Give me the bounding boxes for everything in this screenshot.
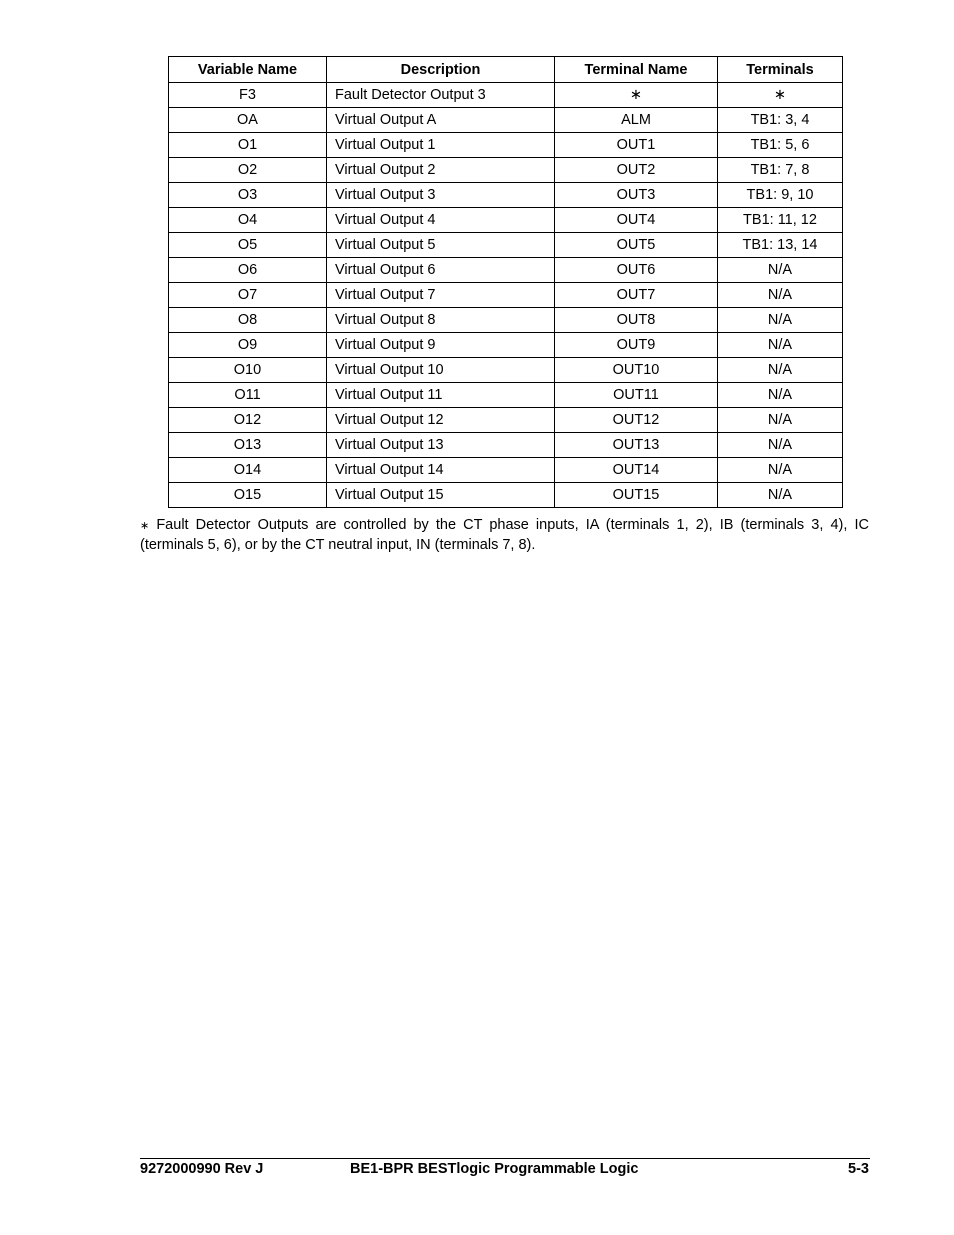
terminal-name-cell: OUT13: [555, 433, 718, 458]
description-cell: Virtual Output 5: [327, 233, 555, 258]
table-row: [169, 183, 843, 208]
terminal-name-cell: OUT7: [555, 283, 718, 308]
footnote: [140, 516, 869, 555]
description-cell: Virtual Output 13: [327, 433, 555, 458]
terminals-cell: N/A: [718, 283, 843, 308]
table-row: [169, 358, 843, 383]
description-cell: Virtual Output A: [327, 108, 555, 133]
variable-name-cell: O15: [169, 483, 327, 508]
variable-name-cell: OA: [169, 108, 327, 133]
table-row: [169, 383, 843, 408]
terminals-cell: N/A: [718, 258, 843, 283]
header-terminals: Terminals: [718, 57, 843, 83]
description-cell: Virtual Output 2: [327, 158, 555, 183]
terminals-cell: TB1: 3, 4: [718, 108, 843, 133]
table-row: [169, 458, 843, 483]
table-row: [169, 233, 843, 258]
footnote-symbol: ∗: [140, 520, 150, 532]
description-cell: Virtual Output 1: [327, 133, 555, 158]
description-cell: Fault Detector Output 3: [327, 83, 555, 108]
terminals-cell: N/A: [718, 433, 843, 458]
terminals-cell: TB1: 13, 14: [718, 233, 843, 258]
terminal-name-cell: OUT6: [555, 258, 718, 283]
footer-page-number: 5-3: [848, 1161, 869, 1177]
table-row: [169, 483, 843, 508]
terminals-cell: N/A: [718, 358, 843, 383]
terminal-name-cell: ALM: [555, 108, 718, 133]
terminal-name-cell: OUT14: [555, 458, 718, 483]
terminals-cell: N/A: [718, 408, 843, 433]
description-cell: Virtual Output 11: [327, 383, 555, 408]
table-row: [169, 433, 843, 458]
table-row: [169, 283, 843, 308]
terminals-cell: N/A: [718, 458, 843, 483]
terminal-name-cell: OUT3: [555, 183, 718, 208]
terminal-name-cell: OUT9: [555, 333, 718, 358]
description-cell: Virtual Output 10: [327, 358, 555, 383]
header-terminal-name: Terminal Name: [555, 57, 718, 83]
description-cell: Virtual Output 7: [327, 283, 555, 308]
table-row: [169, 83, 843, 108]
header-description: Description: [327, 57, 555, 83]
footnote-text: Fault Detector Outputs are controlled by the CT phase inputs, IA (terminals 1, 2), IB (terminals 3, 4), IC (terminals 5, 6), or by the CT neutral input, IN (terminals 7, 8).: [140, 517, 869, 553]
terminal-name-cell: OUT8: [555, 308, 718, 333]
table-row: [169, 258, 843, 283]
variable-name-cell: O8: [169, 308, 327, 333]
terminals-cell: N/A: [718, 483, 843, 508]
terminals-cell: N/A: [718, 333, 843, 358]
footer-title: BE1-BPR BESTlogic Programmable Logic: [350, 1161, 639, 1177]
terminals-cell: TB1: 11, 12: [718, 208, 843, 233]
variable-name-cell: O3: [169, 183, 327, 208]
page-footer: [140, 1158, 870, 1181]
description-cell: Virtual Output 3: [327, 183, 555, 208]
terminal-name-cell: ∗: [555, 83, 718, 108]
terminals-cell: TB1: 5, 6: [718, 133, 843, 158]
variable-name-cell: O12: [169, 408, 327, 433]
variable-name-cell: F3: [169, 83, 327, 108]
terminal-name-cell: OUT15: [555, 483, 718, 508]
variable-name-cell: O9: [169, 333, 327, 358]
table-row: [169, 133, 843, 158]
description-cell: Virtual Output 14: [327, 458, 555, 483]
terminal-name-cell: OUT11: [555, 383, 718, 408]
variable-name-cell: O5: [169, 233, 327, 258]
variable-name-cell: O14: [169, 458, 327, 483]
table-row: [169, 158, 843, 183]
terminal-name-cell: OUT5: [555, 233, 718, 258]
description-cell: Virtual Output 4: [327, 208, 555, 233]
description-cell: Virtual Output 15: [327, 483, 555, 508]
description-cell: Virtual Output 9: [327, 333, 555, 358]
terminals-cell: N/A: [718, 308, 843, 333]
variable-name-cell: O10: [169, 358, 327, 383]
header-variable-name: Variable Name: [169, 57, 327, 83]
variable-name-cell: O1: [169, 133, 327, 158]
terminals-cell: N/A: [718, 383, 843, 408]
table-row: [169, 333, 843, 358]
variable-name-cell: O4: [169, 208, 327, 233]
terminal-name-cell: OUT12: [555, 408, 718, 433]
table-row: [169, 108, 843, 133]
table-header-row: [169, 57, 843, 83]
table-body: [169, 83, 843, 508]
variable-name-cell: O2: [169, 158, 327, 183]
terminals-cell: TB1: 9, 10: [718, 183, 843, 208]
terminal-name-cell: OUT2: [555, 158, 718, 183]
description-cell: Virtual Output 12: [327, 408, 555, 433]
table-row: [169, 308, 843, 333]
description-cell: Virtual Output 8: [327, 308, 555, 333]
description-cell: Virtual Output 6: [327, 258, 555, 283]
table-row: [169, 408, 843, 433]
terminal-name-cell: OUT1: [555, 133, 718, 158]
terminal-name-cell: OUT10: [555, 358, 718, 383]
variable-name-cell: O6: [169, 258, 327, 283]
terminal-name-cell: OUT4: [555, 208, 718, 233]
terminals-cell: ∗: [718, 83, 843, 108]
variable-name-cell: O11: [169, 383, 327, 408]
variable-name-cell: O7: [169, 283, 327, 308]
table-row: [169, 208, 843, 233]
variable-name-cell: O13: [169, 433, 327, 458]
footer-doc-number: 9272000990 Rev J: [140, 1161, 264, 1177]
variables-table: [168, 56, 843, 508]
terminals-cell: TB1: 7, 8: [718, 158, 843, 183]
